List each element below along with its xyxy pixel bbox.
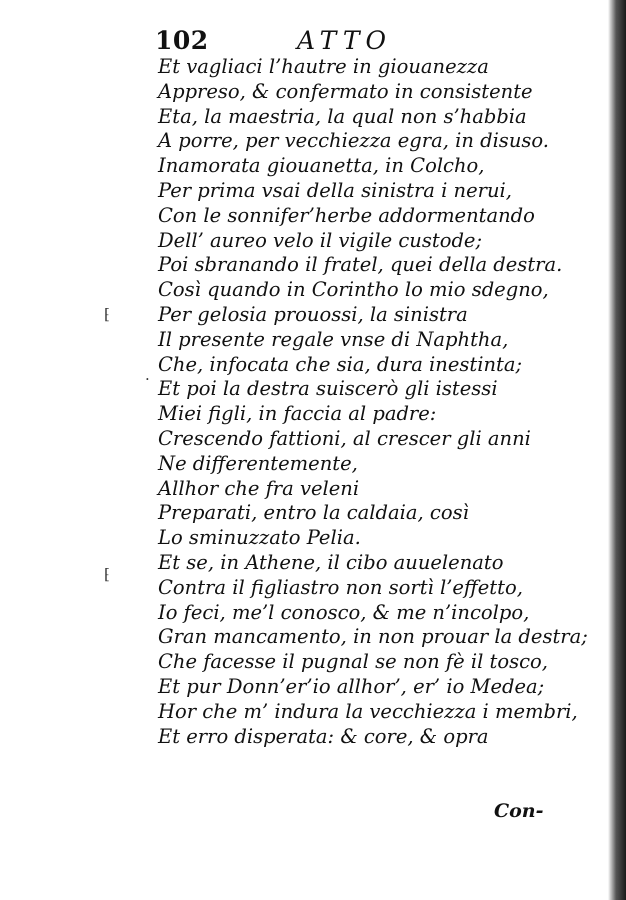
verse-line: Et pur Donn’er’io allhor’, er’ io Medea;: [158, 674, 545, 698]
verse-line: Allhor che fra veleni: [158, 476, 360, 500]
margin-mark: ·: [145, 370, 150, 388]
verse-line: Appreso, & confermato in consistente: [158, 79, 533, 103]
verse-line: Per gelosia prouossi, la sinistra: [158, 302, 468, 326]
catchword: Con-: [494, 800, 544, 822]
verse-line: Lo sminuzzato Pelia.: [158, 526, 361, 550]
verse-line: Miei figli, in faccia al padre:: [158, 402, 437, 426]
running-title: ATTO: [297, 26, 392, 55]
verse-line: Che facesse il pugnal se non fè il tosco,: [158, 650, 548, 674]
verse-line: Con le sonnifer’herbe addormentando: [158, 203, 535, 227]
verse-line: Che, infocata che sia, dura inestinta;: [158, 352, 523, 376]
page-number: 102: [155, 26, 209, 55]
verse-line: Per prima vsai della sinistra i nerui,: [158, 178, 512, 202]
page-header: [155, 26, 475, 54]
verse-line: Et poi la destra suiscerò gli istessi: [158, 377, 498, 401]
verse-line: Contra il figliastro non sortì l’effetto,: [158, 575, 523, 599]
verse-line: Così quando in Corintho lo mio sdegno,: [158, 278, 549, 302]
verse-line: Eta, la maestria, la qual non s’habbia: [158, 104, 527, 128]
verse-line: A porre, per vecchiezza egra, in disuso.: [158, 129, 549, 153]
verse-line: Poi sbranando il fratel, quei della destra.: [158, 253, 563, 277]
verse-line: Crescendo fattioni, al crescer gli anni: [158, 426, 531, 450]
verse-line: Dell’ aureo velo il vigile custode;: [158, 228, 483, 252]
verse-line: Et vagliaci l’hautre in giouanezza: [158, 55, 489, 78]
verse-text: [158, 55, 588, 749]
margin-mark: ⁅: [104, 305, 110, 323]
verse-line: Il presente regale vnse di Naphtha,: [158, 327, 509, 351]
verse-line: Hor che m’ indura la vecchiezza i membri,: [158, 699, 578, 723]
verse-line: Et se, in Athene, il cibo auuelenato: [158, 550, 504, 574]
verse-line: Gran mancamento, in non prouar la destra;: [158, 625, 588, 649]
verse-line: Preparati, entro la caldaia, così: [158, 501, 469, 525]
verse-line: Ne differentemente,: [158, 451, 358, 475]
margin-mark: ⁅: [104, 565, 110, 583]
binding-shadow: [608, 0, 626, 900]
verse-line: Inamorata giouanetta, in Colcho,: [158, 154, 485, 178]
verse-line: Et erro disperata: & core, & opra: [158, 724, 489, 748]
verse-line: Io feci, me’l conosco, & me n’incolpo,: [158, 600, 530, 624]
